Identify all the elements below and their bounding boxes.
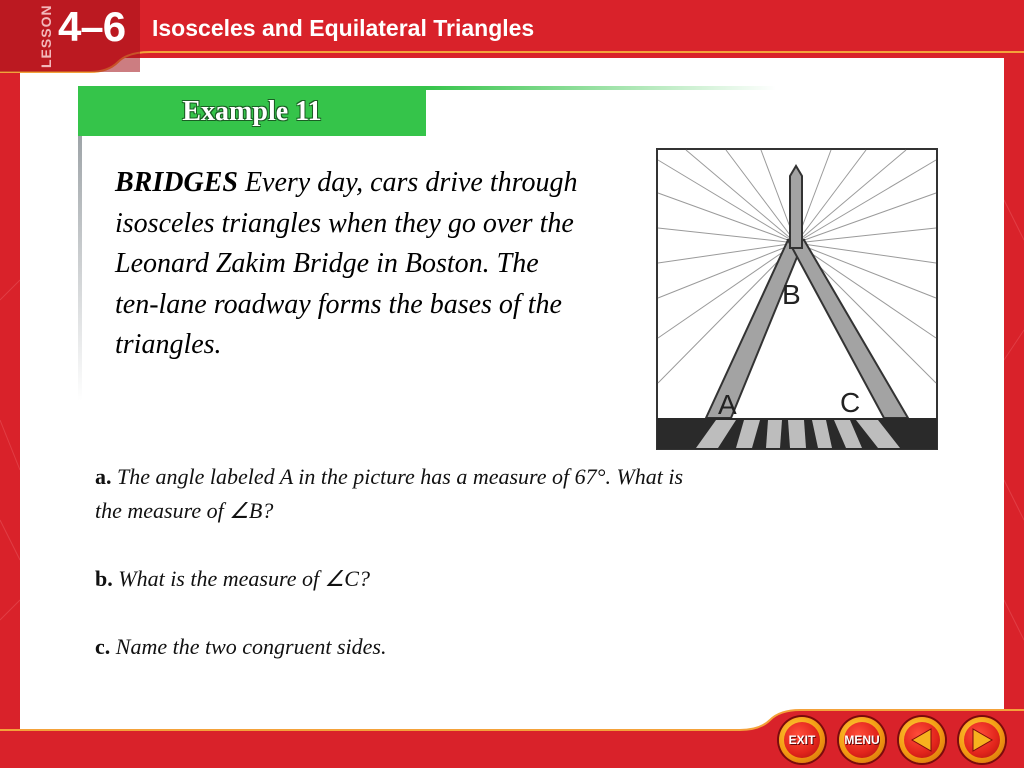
question-b-text: What is the measure of ∠C? — [118, 566, 370, 591]
menu-label: MENU — [844, 733, 880, 747]
question-c — [95, 630, 695, 664]
question-b-label: b. — [95, 566, 113, 591]
bridge-spire — [790, 166, 802, 248]
intro-text: Every day, cars drive through isosceles triangles when they go over the Leonard Zakim Bridge in Boston. The ten-lane roadway forms the bases of the triangles. — [115, 167, 578, 360]
question-a-text: The angle labeled A in the picture has a measure of 67°. What is the measure of ∠B? — [95, 464, 684, 523]
lesson-number: 4–6 — [58, 3, 126, 50]
exit-label: EXIT — [788, 733, 816, 747]
left-arrow-icon — [899, 717, 945, 763]
next-button[interactable] — [959, 717, 1005, 763]
menu-button[interactable] — [839, 717, 885, 763]
question-c-text: Name the two congruent sides. — [115, 634, 387, 659]
question-c-label: c. — [95, 634, 111, 659]
angle-label-a: A — [718, 389, 737, 420]
angle-label-c: C — [840, 387, 861, 418]
intro-lead: BRIDGES — [115, 167, 238, 198]
angle-label-b: B — [782, 279, 801, 310]
side-rule — [78, 136, 82, 401]
right-arrow-icon — [959, 717, 1005, 763]
bridge-figure — [656, 148, 938, 450]
exit-button[interactable] — [779, 717, 825, 763]
example-rule — [426, 86, 776, 90]
intro-paragraph — [115, 163, 585, 366]
question-a — [95, 460, 695, 528]
lesson-header — [0, 0, 1024, 72]
lesson-title: Isosceles and Equilateral Triangles — [152, 15, 535, 41]
question-a-label: a. — [95, 464, 112, 489]
example-label: Example 11 — [182, 96, 322, 127]
lesson-word: LESSON — [38, 4, 54, 68]
question-b — [95, 562, 695, 596]
example-tab — [78, 86, 426, 136]
previous-button[interactable] — [899, 717, 945, 763]
